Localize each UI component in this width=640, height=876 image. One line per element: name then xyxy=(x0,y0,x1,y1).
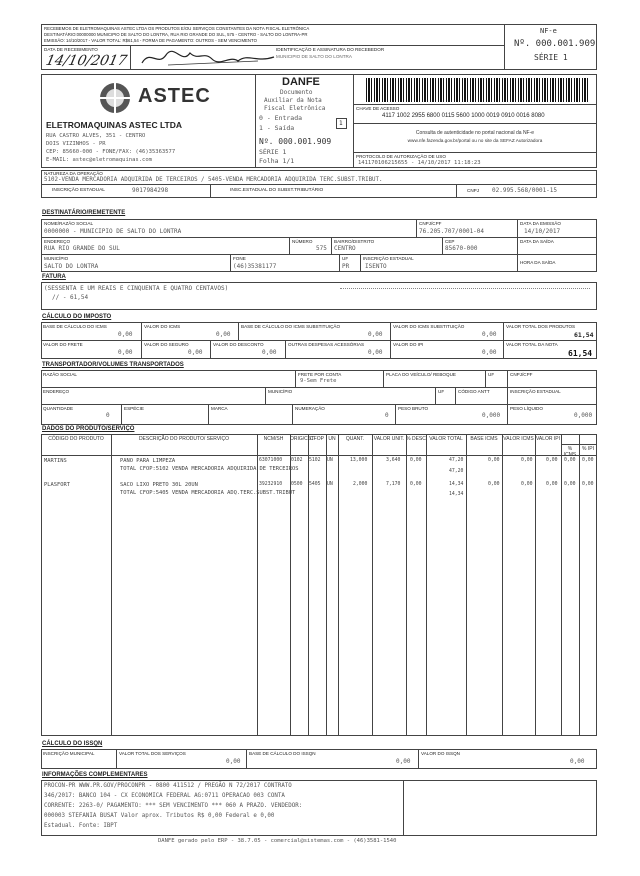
icms-base-value: 0,00 xyxy=(118,331,133,338)
numbering-value: 0 xyxy=(385,412,389,419)
additional-section: INFORMAÇÕES COMPLEMENTARES xyxy=(42,772,148,778)
recipient-uf: PR xyxy=(342,263,350,270)
gross-weight-value: 0,000 xyxy=(482,412,501,419)
recipient-address-label: ENDEREÇO xyxy=(44,239,71,244)
row2-picms: 0,00 xyxy=(564,482,576,487)
carrier-city-label: MUNICÍPIO xyxy=(268,389,293,394)
antt-label: CÓDIGO ANTT xyxy=(458,389,490,394)
products-total-label: VALOR TOTAL DOS PRODUTOS xyxy=(506,324,576,329)
volume-qty-value: 0 xyxy=(106,412,110,419)
invoice-line2: // - 61,54 xyxy=(52,294,89,301)
plate-label: PLACA DO VEÍCULO/ REBOQUE xyxy=(386,372,456,377)
recipient-cep-label: CEP xyxy=(445,239,455,244)
invoice-dots xyxy=(340,288,590,289)
discount-label: VALOR DO DESCONTO xyxy=(213,342,264,347)
recipient-phone: (46)35381177 xyxy=(233,263,277,270)
operation-value: 5102-VENDA MERCADORIA ADQUIRIDA DE TERCEIROS / 5405-VENDA MERCADORIA ADQUIRIDA TERC.SUBST.TRIBUT. xyxy=(44,177,383,183)
issqn-value-label: VALOR DO ISSQN xyxy=(421,751,460,756)
col-qty: QUANT. xyxy=(345,436,365,442)
row2-unit: 7,170 xyxy=(386,482,401,487)
col-ipi-rate: % IPI xyxy=(582,446,594,452)
danfe-entrada: 0 - Entrada xyxy=(259,114,303,122)
issqn-services-label: VALOR TOTAL DOS SERVIÇOS xyxy=(119,751,186,756)
icms-base-label: BASE DE CÁLCULO DO ICMS xyxy=(43,324,107,329)
danfe-series: SÉRIE 1 xyxy=(259,148,287,156)
additional-line-4: 000003 STEFANIA BUSAT Valor aprox. Tributos R$ 0,00 Federal e 0,00 xyxy=(44,813,275,819)
row1-pipi: 0,00 xyxy=(582,458,594,463)
receipt-date-label: DATA DE RECEBIMENTO xyxy=(44,47,98,52)
col-cfop: CFOP xyxy=(310,436,324,442)
row1-cst: 0102 xyxy=(291,458,303,463)
receipt-nfe: NF-e xyxy=(540,27,557,35)
col-icms-rate: % ICMS xyxy=(563,446,577,458)
col-description: DESCRIÇÃO DO PRODUTO/ SERVIÇO xyxy=(138,436,230,442)
additional-line-5: Estadual. Fonte: IBPT xyxy=(44,823,118,829)
row1-disc: 0,00 xyxy=(410,458,422,463)
gross-weight-label: PESO BRUTO xyxy=(398,406,429,411)
carrier-ie-label: INSCRIÇÃO ESTADUAL xyxy=(510,389,561,394)
col-code: CÓDIGO DO PRODUTO xyxy=(48,436,104,442)
recipient-cnpj: 76.205.707/0001-04 xyxy=(419,228,485,235)
issqn-section: CÁLCULO DO ISSQN xyxy=(42,741,103,747)
icms-value-label: VALOR DO ICMS xyxy=(144,324,181,329)
row2-disc: 0,00 xyxy=(410,482,422,487)
carrier-uf-label: UF xyxy=(438,389,445,394)
col-icms-base: BASE ICMS xyxy=(470,436,498,442)
recipient-city: SALTO DO LONTRA xyxy=(44,263,99,270)
additional-line-1: PROCON-PR WWW.PR.GOV/PROCONPR - 0800 411512 / PREGÃO N 72/2017 CONTRATO xyxy=(44,783,292,789)
issqn-services-value: 0,00 xyxy=(226,758,241,765)
receipt-date-handwritten: 14/10/2017 xyxy=(44,53,129,69)
access-key-label: CHAVE DE ACESSO xyxy=(356,106,400,111)
freight-mode-value: 9-Sem Frete xyxy=(300,378,337,384)
row2-base: 0,00 xyxy=(488,482,500,487)
access-key-value: 4117 1002 2955 6800 0115 5600 1000 0019 0910 0016 8080 xyxy=(382,113,545,119)
volume-qty-label: QUANTIDADE xyxy=(43,406,74,411)
freight-label: VALOR DO FRETE xyxy=(43,342,83,347)
op-cnpj-label: CNPJ xyxy=(467,188,479,193)
products-table xyxy=(41,434,597,736)
ipi-value: 0,00 xyxy=(482,349,497,356)
emitter-email: E-MAIL: astec@eletromaquinas.com xyxy=(46,157,152,163)
receipt-text-1: RECEBEMOS DE ELETROMAQUINAS ASTEC LTDA OS PRODUTOS E/OU SERVIÇOS CONSTANTES DA NOTA FISCAL ELETRÔNICA xyxy=(44,26,310,31)
col-cst: ORIG/CST xyxy=(290,436,315,442)
row1-code: MARTINS xyxy=(44,458,67,464)
additional-line-2: 346/2017: BANCO 104 - CX ECONOMICA FEDERAL AG:0711 OPERACAO 003 CONTA xyxy=(44,793,285,799)
emitter-cep: CEP: 85660-000 - FONE/FAX: (46)35363577 xyxy=(46,149,176,155)
danfe-number: Nº. 000.001.909 xyxy=(259,137,332,146)
danfe-line3: Fiscal Eletrônica xyxy=(264,105,326,112)
icms-st-label: VALOR DO ICMS SUBSTITUIÇÃO xyxy=(393,324,465,329)
col-icms-value: VALOR ICMS xyxy=(503,436,534,442)
row2-code: PLASFORT xyxy=(44,482,70,488)
col-ipi-value: VALOR IPI xyxy=(535,436,561,442)
brand-label: MARCA xyxy=(211,406,228,411)
recipient-number-label: NÚMERO xyxy=(292,239,313,244)
receipt-text-2: DESTINATÁRIO:00000000 MUNICIPIO DE SALTO DO LONTRA, RUA RIO GRANDE DO SUL, 575 - CENTRO - SALTO DO LONTRA-PR xyxy=(44,32,308,37)
numbering-label: NUMERAÇÃO xyxy=(295,406,325,411)
icms-value: 0,00 xyxy=(216,331,231,338)
invoice-section: FATURA xyxy=(42,274,66,280)
recipient-ie-label: INSCRIÇÃO ESTADUAL xyxy=(363,256,414,261)
danfe-line2: Auxiliar da Nota xyxy=(264,97,322,104)
col-total: VALOR TOTAL xyxy=(429,436,463,442)
row1-desc: PANO PARA LIMPEZA xyxy=(120,458,176,464)
recipient-section: DESTINATÁRIO/REMETENTE xyxy=(42,210,126,216)
row2-ncm: 39232910 xyxy=(259,482,283,487)
receipt-text-3: EMISSÃO: 14/10/2017 - VALOR TOTAL: R$61,54 - FORMA DE PAGAMENTO: OUTROS - SEM VENCIMENTO xyxy=(44,38,257,43)
col-ncm: NCM/SH xyxy=(263,436,284,442)
row2-qty: 2,000 xyxy=(353,482,368,487)
carrier-cnpj-label: CNPJ/CPF xyxy=(510,372,533,377)
discount-value: 0,00 xyxy=(262,349,277,356)
other-expenses-value: 0,00 xyxy=(368,349,383,356)
issqn-base-label: BASE DE CÁLCULO DO ISSQN xyxy=(249,751,316,756)
plate-uf-label: UF xyxy=(488,372,495,377)
products-total-value: 61,54 xyxy=(574,331,594,339)
operation-label: NATUREZA DA OPERAÇÃO xyxy=(44,171,103,176)
row1-un: UN xyxy=(327,458,333,463)
emitter-city: DOIS VIZINHOS - PR xyxy=(46,141,106,147)
transport-section: TRANSPORTADOR/VOLUMES TRANSPORTADOS xyxy=(42,362,184,368)
tax-section: CÁLCULO DO IMPOSTO xyxy=(42,314,112,320)
access-query-2: www.nfe.fazenda.gov.br/portal ou no site da SEFAZ Autorizadora xyxy=(407,138,543,143)
icms-st-value: 0,00 xyxy=(482,331,497,338)
additional-line-3: CORRENTE: 2263-0/ PAGAMENTO: *** SEM VENCIMENTO *** 060 A PRAZO. VENDEDOR: xyxy=(44,803,303,809)
danfe-saida: 1 - Saída xyxy=(259,124,295,132)
recipient-phone-label: FONE xyxy=(233,256,246,261)
row1-cfop: 5102 xyxy=(309,458,321,463)
recipient-district-label: BAIRRO/DISTRITO xyxy=(334,239,375,244)
insurance-label: VALOR DO SEGURO xyxy=(144,342,189,347)
protocol-value: 141170106215655 - 14/10/2017 11:18:23 xyxy=(358,160,481,166)
row2-ipi: 0,00 xyxy=(546,482,558,487)
subtotal2-value: 14,34 xyxy=(449,492,464,497)
recipient-district: CENTRO xyxy=(334,245,356,252)
ipi-label: VALOR DO IPI xyxy=(393,342,424,347)
freight-value: 0,00 xyxy=(118,349,133,356)
row2-un: UN xyxy=(327,482,333,487)
issqn-base-value: 0,00 xyxy=(396,758,411,765)
icms-st-base-value: 0,00 xyxy=(368,331,383,338)
species-label: ESPÉCIE xyxy=(124,406,144,411)
emitter-name: ELETROMAQUINAS ASTEC LTDA xyxy=(46,120,182,130)
danfe-page: Folha 1/1 xyxy=(259,157,295,165)
receipt-number: Nº. 000.001.909 xyxy=(514,39,596,49)
row1-base: 0,00 xyxy=(488,458,500,463)
op-cnpj-value: 02.995.568/0001-15 xyxy=(492,187,558,194)
subtotal1-value: 47,20 xyxy=(449,469,464,474)
receipt-series: SÉRIE 1 xyxy=(534,53,568,62)
ie-label: INSCRIÇÃO ESTADUAL xyxy=(52,188,105,193)
insurance-value: 0,00 xyxy=(188,349,203,356)
recipient-cnpj-label: CNPJ/CPF xyxy=(419,221,442,226)
subtotal2-label: TOTAL CFOP:5405 VENDA MERCADORIA ADQ.TERC.SUBST.TRIBUT xyxy=(120,490,296,496)
col-unit-price: VALOR UNIT. xyxy=(373,436,405,442)
row1-qty: 13,000 xyxy=(350,458,368,463)
recipient-city-label: MUNICÍPIO xyxy=(44,256,69,261)
row2-icms: 0,00 xyxy=(521,482,533,487)
row1-unit: 3,640 xyxy=(386,458,401,463)
recipient-name-label: NOME/RAZÃO SOCIAL xyxy=(44,221,94,226)
icms-st-base-label: BASE DE CÁLCULO DO ICMS SUBSTITUIÇÃO xyxy=(241,324,341,329)
danfe-line1: Documento xyxy=(280,89,313,96)
recipient-name: 0000000 - MUNICIPIO DE SALTO DO LONTRA xyxy=(44,228,182,235)
row1-picms: 0,00 xyxy=(564,458,576,463)
recipient-address: RUA RIO GRANDE DO SUL xyxy=(44,245,120,252)
row2-pipi: 0,00 xyxy=(582,482,594,487)
recipient-uf-label: UF xyxy=(342,256,349,261)
emitter-address: RUA CASTRO ALVES, 351 - CENTRO xyxy=(46,133,146,139)
net-weight-value: 0,000 xyxy=(574,412,593,419)
freight-mode-label: FRETE POR CONTA xyxy=(298,372,342,377)
carrier-address-label: ENDEREÇO xyxy=(43,389,70,394)
recipient-ie: ISENTO xyxy=(365,263,387,270)
receipt-sign-label: IDENTIFICAÇÃO E ASSINATURA DO RECEBEDOR xyxy=(276,47,385,52)
protocol-label: PROTOCOLO DE AUTORIZAÇÃO DE USO xyxy=(356,154,446,159)
access-query-1: Consulta de autenticidade no portal nacional da NF-e xyxy=(415,130,535,136)
col-discount: % DESC xyxy=(406,436,426,442)
row2-cfop: 5405 xyxy=(309,482,321,487)
invoice-line1: (SESSENTA E UM REAIS E CINQUENTA E QUATRO CENTAVOS) xyxy=(44,285,229,292)
other-expenses-label: OUTRAS DESPESAS ACESSÓRIAS xyxy=(288,342,365,347)
emission-date-label: DATA DA EMISSÃO xyxy=(520,221,561,226)
issqn-im-label: INSCRIÇÃO MUNICIPAL xyxy=(43,751,95,756)
recipient-cep: 85670-000 xyxy=(445,245,478,252)
access-key-barcode xyxy=(366,78,588,102)
col-unit: UN xyxy=(328,436,336,442)
astec-logo-icon xyxy=(94,80,136,116)
danfe-type-value: 1 xyxy=(339,120,343,127)
exit-date-label: DATA DA SAÍDA xyxy=(520,239,554,244)
invoice-total-label: VALOR TOTAL DA NOTA xyxy=(506,342,558,347)
emission-date: 14/10/2017 xyxy=(524,228,561,235)
net-weight-label: PESO LÍQUIDO xyxy=(510,406,543,411)
subtotal1-label: TOTAL CFOP:5102 VENDA MERCADORIA ADQUIRIDA DE TERCEIROS xyxy=(120,466,299,472)
ie-st-label: INSC.ESTADUAL DO SUBST.TRIBUTÁRIO xyxy=(230,188,324,193)
row1-ipi: 0,00 xyxy=(546,458,558,463)
exit-time-label: HORA DA SAÍDA xyxy=(520,260,556,265)
astec-logo-text: ASTEC xyxy=(138,85,211,107)
ie-value: 9017984298 xyxy=(132,187,169,194)
row2-desc: SACO LIXO PRETO 30L 20UN xyxy=(120,482,198,488)
row1-total: 47,20 xyxy=(449,458,464,463)
recipient-number: 575 xyxy=(316,245,327,252)
invoice-total-value: 61,54 xyxy=(568,349,593,358)
issqn-value: 0,00 xyxy=(570,758,585,765)
document-footer: DANFE gerado pelo ERP - 38.7.05 - comercial@sistemas.com - (46)3581-1540 xyxy=(158,838,397,844)
signature-mark xyxy=(138,47,278,69)
row2-total: 14,34 xyxy=(449,482,464,487)
row1-ncm: 63071000 xyxy=(259,458,283,463)
row1-icms: 0,00 xyxy=(521,458,533,463)
receipt-sign-sub: MUNICIPIO DE SALTO DO LONTRA xyxy=(276,54,352,59)
danfe-title: DANFE xyxy=(282,76,320,88)
carrier-name-label: RAZÃO SOCIAL xyxy=(43,372,77,377)
row2-cst: 0500 xyxy=(291,482,303,487)
products-section: DADOS DO PRODUTO/SERVIÇO xyxy=(42,426,135,432)
